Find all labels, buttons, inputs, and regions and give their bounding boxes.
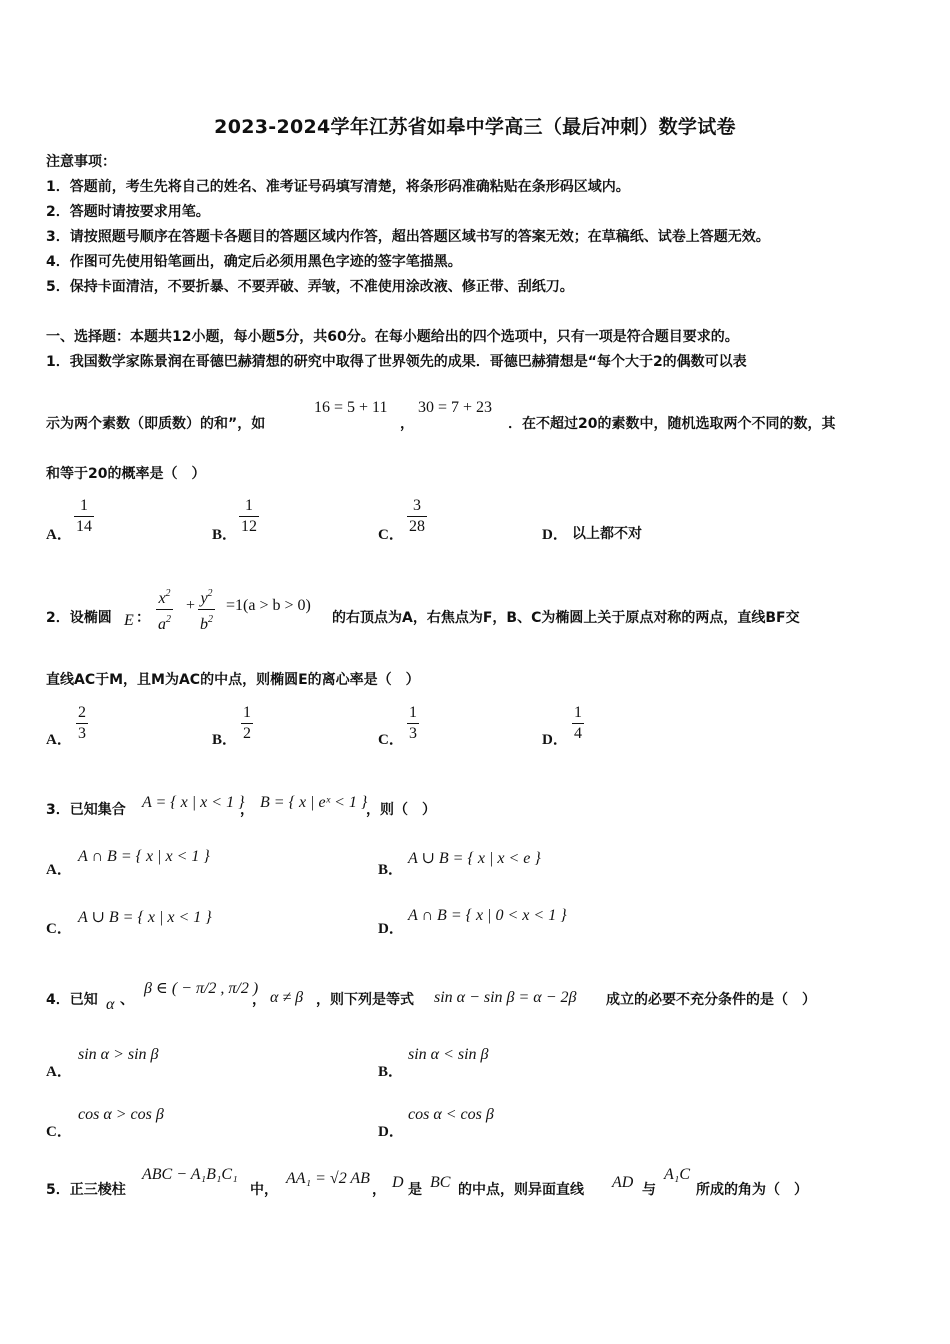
note-item: 2．答题时请按要求用笔。 [46, 204, 210, 220]
note-item: 5．保持卡面清洁，不要折暴、不要弄破、弄皱，不准使用涂改液、修正带、刮纸刀。 [46, 279, 574, 295]
q3-option-a-label: A． [46, 862, 72, 878]
q5-segment-bc: BC [430, 1174, 451, 1191]
fraction-numerator: 1 [572, 703, 584, 724]
q4-equation: sin α − sin β = α − 2β [434, 989, 577, 1006]
note-item: 4．作图可先使用铅笔画出，确定后必须用黑色字迹的签字笔描黑。 [46, 254, 462, 270]
q5-with: 与 [642, 1182, 656, 1198]
q4-option-c-expr: cos α > cos β [78, 1106, 164, 1123]
q4-lead: 4．已知 [46, 992, 98, 1008]
fraction-numerator: 1 [407, 703, 419, 724]
q5-line-a1c: A₁C [664, 1166, 691, 1183]
note-item: 1．答题前，考生先将自己的姓名、准考证号码填写清楚，将条形码准确粘贴在条形码区域内。 [46, 179, 630, 195]
q3-option-a-expr: A ∩ B = { x | x < 1 } [78, 848, 210, 865]
q2-option-d-fraction [572, 703, 584, 744]
q5-mid2: 的中点，则异面直线 [458, 1182, 584, 1198]
q1-option-d-label: D． [542, 527, 568, 543]
q2-option-a-label: A． [46, 732, 72, 748]
q1-text-line1: 1．我国数学家陈景润在哥德巴赫猜想的研究中取得了世界领先的成果．哥德巴赫猜想是“每个大于2的偶数可以表 [46, 354, 747, 370]
q4-option-b-label: B． [378, 1064, 404, 1080]
fraction-denominator: 28 [409, 518, 425, 535]
q5-lead: 5．正三棱柱 [46, 1182, 126, 1198]
q4-option-a-label: A． [46, 1064, 72, 1080]
q4-neq: α ≠ β [270, 989, 304, 1006]
q1-equation-2: 30 = 7 + 23 [418, 399, 493, 416]
q5-mid1: 中， [250, 1182, 278, 1198]
note-item: 3．请按照题号顺序在答题卡各题目的答题区域内作答，超出答题区域书写的答案无效；在草稿纸、试卷上答题无效。 [46, 229, 770, 245]
fraction-numerator: 1 [239, 496, 259, 517]
q5-is: 是 [408, 1182, 422, 1198]
page-title: 2023-2024学年江苏省如皋中学高三（最后冲刺）数学试卷 [214, 116, 736, 138]
q3-option-b-label: B． [378, 862, 404, 878]
q2-lead: 2．设椭圆 [46, 610, 112, 626]
q4-tail: 成立的必要不充分条件的是（ ） [606, 992, 816, 1008]
fraction-denominator: 3 [409, 725, 417, 742]
q2-colon: ： [136, 610, 150, 626]
fraction-denominator: 12 [241, 518, 257, 535]
q4-option-d-label: D． [378, 1124, 404, 1140]
q3-option-c-label: C． [46, 921, 72, 937]
q4-option-d-expr: cos α < cos β [408, 1106, 494, 1123]
fraction-numerator: 3 [407, 496, 427, 517]
fraction-numerator: 1 [74, 496, 94, 517]
q2-option-c-fraction [407, 703, 419, 744]
q1-option-c-label: C． [378, 527, 404, 543]
q4-alpha: α [106, 996, 115, 1013]
q4-option-a-expr: sin α > sin β [78, 1046, 159, 1063]
fraction-denominator: 3 [78, 725, 86, 742]
var-y: y [200, 590, 208, 607]
fraction-denominator: 2 [243, 725, 251, 742]
q3-comma: ， [240, 802, 254, 818]
q1-text-line2a: 示为两个素数（即质数）的和”，如 [46, 416, 266, 432]
q5-comma: ， [372, 1182, 386, 1198]
plus-sign: + [186, 597, 196, 614]
fraction-numerator: 1 [241, 703, 253, 724]
q1-text-line3: 和等于20的概率是（ ） [46, 466, 206, 482]
var-x: x [158, 590, 166, 607]
q1-option-b-fraction [239, 496, 259, 537]
q4-separator: 、 [120, 992, 134, 1008]
fraction-numerator: $x^2$ [156, 584, 173, 610]
q2-equation-rest: =1(a > b > 0) [226, 597, 311, 614]
q1-option-b-label: B． [212, 527, 238, 543]
fraction-denominator: $a^2$ [158, 614, 171, 633]
notes-heading: 注意事项： [46, 154, 116, 170]
q2-text-line2: 直线AC于M，且M为AC的中点，则椭圆E的离心率是（ ） [46, 672, 420, 688]
q2-option-b-label: B． [212, 732, 238, 748]
fraction-numerator: $y^2$ [198, 584, 215, 610]
var-a: a [158, 616, 166, 633]
q2-fraction-x [156, 584, 173, 635]
q5-line-ad: AD [612, 1174, 634, 1191]
q1-equation-1: 16 = 5 + 11 [314, 399, 388, 416]
q4-mid: ，则下列是等式 [316, 992, 414, 1008]
q5-tail: 所成的角为（ ） [696, 1182, 808, 1198]
q2-option-c-label: C． [378, 732, 404, 748]
section-heading: 一、选择题：本题共12小题，每小题5分，共60分。在每小题给出的四个选项中，只有一项是符合题目要求的。 [46, 329, 739, 345]
q1-option-a-label: A． [46, 527, 72, 543]
q3-lead: 3．已知集合 [46, 802, 126, 818]
q3-option-b-expr: A ∪ B = { x | x < e } [408, 850, 541, 867]
fraction-denominator: 4 [574, 725, 582, 742]
q2-text-line1: 的右顶点为A，右焦点为F，B、C为椭圆上关于原点对称的两点，直线BF交 [332, 610, 800, 626]
q4-comma: ， [252, 992, 266, 1008]
q3-tail: ，则（ ） [366, 802, 436, 818]
q3-option-d-expr: A ∩ B = { x | 0 < x < 1 } [408, 907, 567, 924]
q2-fraction-y [198, 584, 215, 635]
q2-ellipse-name: E [124, 612, 134, 629]
q2-option-d-label: D． [542, 732, 568, 748]
q2-option-a-fraction [76, 703, 88, 744]
q1-option-a-fraction [74, 496, 94, 537]
q3-set-b: B = { x | eˣ < 1 } [260, 794, 368, 811]
q2-option-b-fraction [241, 703, 253, 744]
q5-prism: ABC − A₁B₁C₁ [142, 1166, 238, 1183]
q4-option-c-label: C． [46, 1124, 72, 1140]
q4-beta-range: β ∈ ( − π/2 , π/2 ) [144, 980, 259, 997]
fraction-numerator: 2 [76, 703, 88, 724]
fraction-denominator: $b^2$ [200, 614, 213, 633]
q1-text-line2b: ．在不超过20的素数中，随机选取两个不同的数，其 [508, 416, 836, 432]
q3-option-d-label: D． [378, 921, 404, 937]
q4-option-b-expr: sin α < sin β [408, 1046, 489, 1063]
q3-set-a: A = { x | x < 1 } [142, 794, 245, 811]
q1-option-c-fraction [407, 496, 427, 537]
var-b: b [200, 616, 208, 633]
q5-point-d: D [392, 1174, 404, 1191]
q5-aa1-relation: AA₁ = √2 AB [286, 1170, 370, 1187]
q3-option-c-expr: A ∪ B = { x | x < 1 } [78, 909, 212, 926]
q1-comma: ， [400, 416, 414, 432]
q1-option-d-text: 以上都不对 [572, 526, 642, 542]
fraction-denominator: 14 [76, 518, 92, 535]
